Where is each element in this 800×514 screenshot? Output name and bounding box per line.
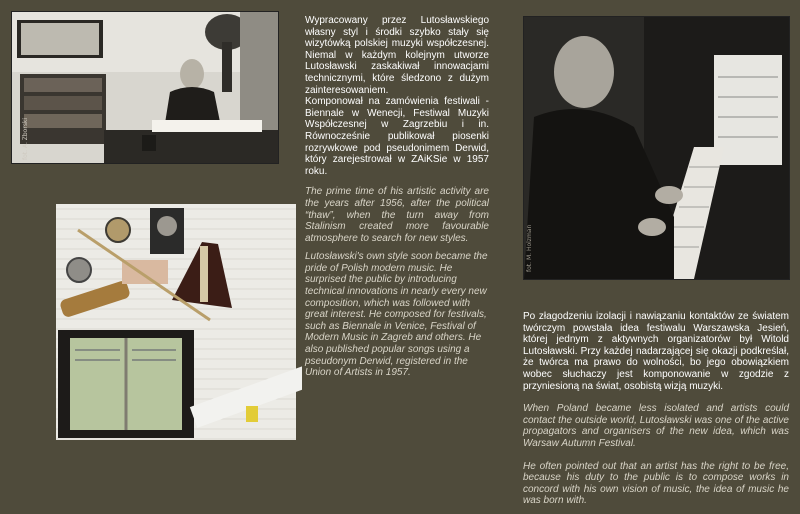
middle-text-column bbox=[305, 15, 489, 386]
desk-photo-credit: fot. A. Zborski bbox=[22, 117, 29, 160]
piano-photo-illustration bbox=[524, 17, 789, 279]
desk-photo bbox=[11, 11, 279, 164]
middle-english-paragraph-2: Lutosławski's own style soon became the pride of Polish modern music. He surprised the public by introducing technical innovations in nearly every new composition, which was followed with great interest. He composed for festivals, such as Biennale in Venice, Festival of Modern Music in Zagreb and others. He also published popular songs using a pseudonym Derwid, registered in the Union of Artists in 1957. bbox=[305, 251, 488, 379]
piano-photo-credit: fot. M. Holzman bbox=[526, 224, 533, 272]
right-polish-paragraph: Po złagodzeniu izolacji i nawiązaniu kontaktów ze światem twórczym powstała idea festiwalu Warszawska Jesień, której jednym z aktywnych organizatorów był Witold Lutosławski. Przy każdej nadarzającej się okazji podkreślał, że twórca ma prawo do wolności, bo jego obowiązkiem wobec słuchaczy jest komponowanie w zgodzie z przyniesioną na świat, osobistą wizją muzyki. bbox=[523, 311, 789, 392]
piano-photo bbox=[523, 16, 790, 280]
middle-english-paragraph-1: The prime time of his artistic activity are the years after 1956, after the political “thaw”, when the turn away from Stalinism created more favourable atmosphere to search for new styles. bbox=[305, 186, 489, 244]
middle-polish-paragraph-2: Komponował na zamówienia festiwali - Biennale w Wenecji, Festiwal Muzyki Współczesnej w Zagrzebiu i in. Równocześnie publikował piosenki rozrywkowe pod pseudonimem Derwid, który zarejestrował w ZAiKSie w 1957 roku. bbox=[305, 96, 489, 177]
right-english-paragraph-1: When Poland became less isolated and artists could contact the outside world, Lutosławski was one of the active propagators and organisers of the new idea, which was Warsaw Autumn Festival. bbox=[523, 403, 789, 449]
objects-photo bbox=[50, 200, 302, 452]
desk-photo-illustration bbox=[12, 12, 278, 163]
objects-photo-illustration bbox=[50, 200, 302, 452]
right-english-paragraph-2: He often pointed out that an artist has the right to be free, because his duty to the public is to compose works in concord with his own vision of music, the idea of music he was born with. bbox=[523, 460, 789, 507]
middle-polish-paragraph: Wypracowany przez Lutosławskiego własny styl i środki szybko stały się wizytówką polskiej muzyki współczesnej. Niemal w każdym kolejnym utworze Lutosławski zaskakiwał innowacjami technicznymi, które śledzono z dużym zainteresowaniem. bbox=[305, 15, 489, 96]
right-text-column bbox=[523, 311, 789, 514]
